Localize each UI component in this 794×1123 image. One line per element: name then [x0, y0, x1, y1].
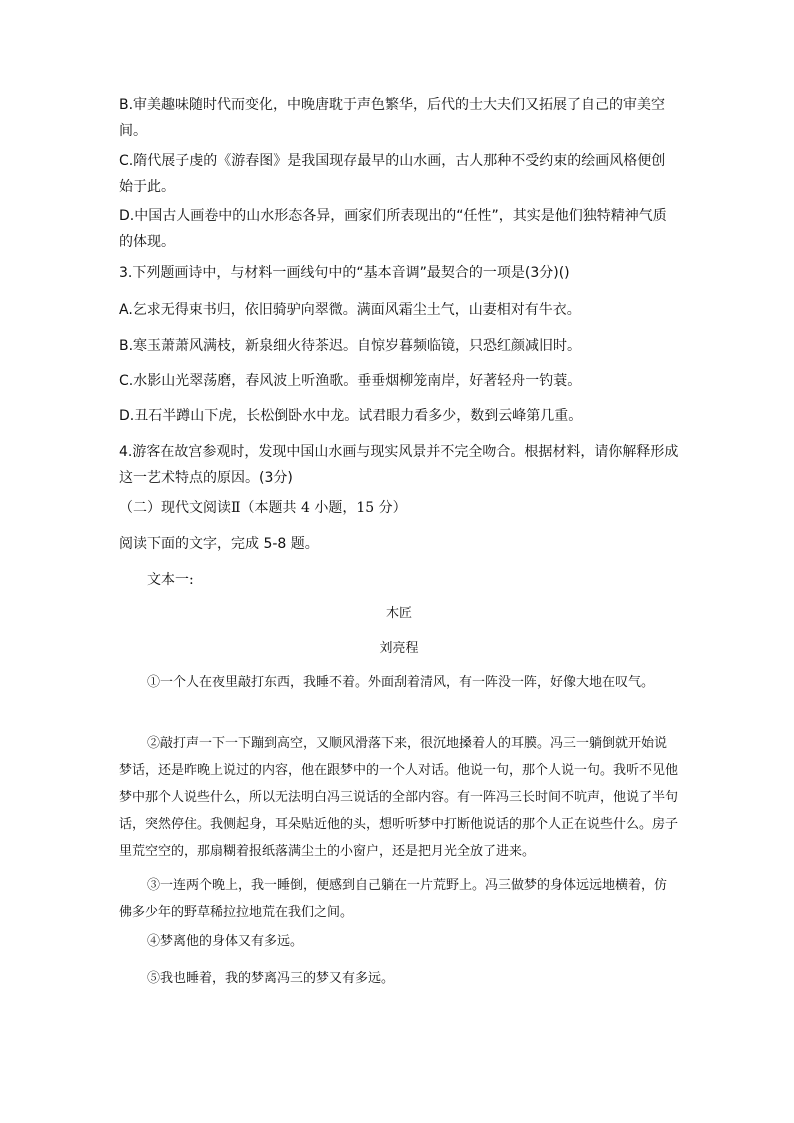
story-paragraph-1: ①一个人在夜里敲打东西，我睡不着。外面刮着清风，有一阵没一阵，好像大地在叹气。: [147, 675, 655, 690]
question-3-option-c: C.水影山光翠荡磨，春风波上听渔歌。垂垂烟柳笼南岸，好著轻舟一钓蓑。: [119, 373, 582, 389]
story-author: 刘亮程: [379, 641, 419, 656]
option-c: C.隋代展子虔的《游春图》是我国现存最早的山水画，古人那种不受约束的绘画风格便创始于此。: [119, 153, 666, 195]
question-3-option-a: A.乞求无得束书归，依旧骑驴向翠微。满面风霜尘土气，山妻相对有牛衣。: [119, 302, 581, 318]
question-3: 3.下列题画诗中，与材料一画线句中的“基本音调”最契合的一项是(3分)(): [119, 265, 570, 281]
question-3-option-b: B.寒玉萧萧风满枝，新泉细火待茶迟。自惊岁暮频临镜，只恐红颜减旧时。: [119, 338, 582, 354]
story-paragraph-2: ②敲打声一下一下蹦到高空，又顺风滑落下来，很沉地搡着人的耳膜。冯三一躺倒就开始说梦话，还是昨晚上说过的内容，他在跟梦中的一个人对话。他说一句，那个人说一句。我听不见他梦中那个人说些什么，所以无法明白冯三说话的全部内容。有一阵冯三长时间不吭声，他说了半句话，突然停住。我侧起身，耳朵贴近他的头，想听听梦中打断他说话的那个人正在说些什么。房子里荒空空的，那扇糊着报纸落满尘土的小窗户，还是把月光全放了进来。: [119, 736, 679, 859]
story-paragraph-4: ④梦离他的身体又有多远。: [147, 934, 304, 949]
option-d: D.中国古人画卷中的山水形态各异，画家们所表现出的“任性”，其实是他们独特精神气质的体现。: [119, 208, 667, 250]
story-paragraph-5: ⑤我也睡着，我的梦离冯三的梦又有多远。: [147, 971, 395, 986]
text-one-label: 文本一:: [147, 572, 194, 588]
option-b: B.审美趣味随时代而变化，中晚唐耽于声色繁华，后代的士大夫们又拓展了自己的审美空间。: [119, 97, 666, 139]
section-heading: （二）现代文阅读Ⅱ（本题共 4 小题，15 分）: [119, 500, 407, 516]
story-title: 木匠: [385, 606, 412, 621]
question-4: 4.游客在故宫参观时，发现中国山水画与现实风景并不完全吻合。根据材料，请你解释形成这一艺术特点的原因。(3分): [119, 444, 679, 486]
reading-instruction: 阅读下面的文字，完成 5-8 题。: [119, 536, 319, 552]
question-3-option-d: D.丑石半蹲山下虎，长松倒卧水中龙。试君眼力看多少，数到云峰第几重。: [119, 408, 583, 424]
story-paragraph-3: ③一连两个晚上，我一睡倒，便感到自己躺在一片荒野上。冯三做梦的身体远远地横着，仿佛多少年的野草稀拉拉地荒在我们之间。: [119, 878, 668, 920]
